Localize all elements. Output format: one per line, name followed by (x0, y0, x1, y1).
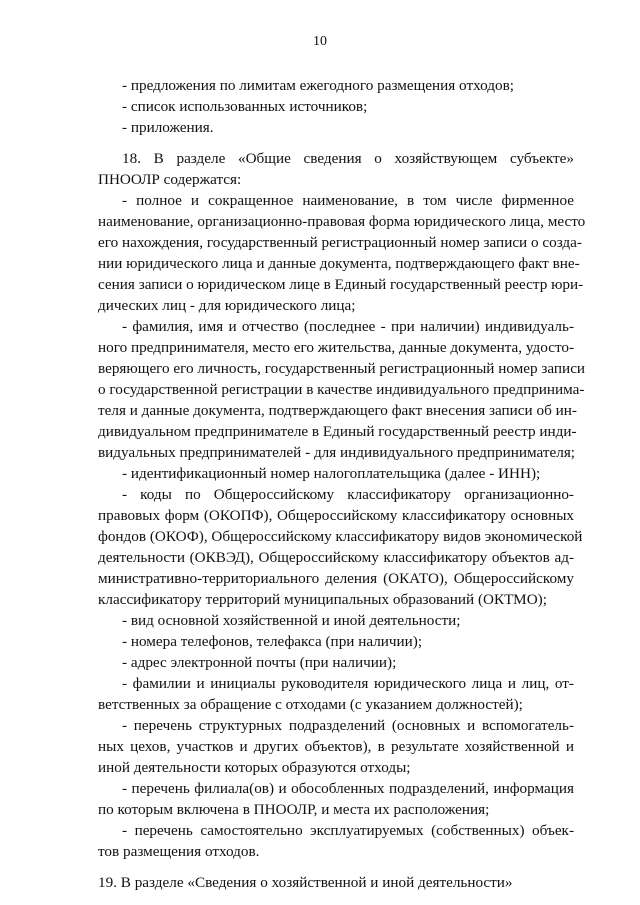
section-heading-18: 18. В разделе «Общие сведения о хозяйствующем субъекте» (122, 150, 574, 167)
text-line: фондов (ОКОФ), Общероссийскому классификатору видов экономической (98, 528, 583, 545)
text-line: - фамилии и инициалы руководителя юридического лица и лиц, от- (122, 675, 574, 692)
text-line: ного предпринимателя, место его жительства, данные документа, удосто- (98, 339, 575, 356)
text-line: ных цехов, участков и других объектов), в результате хозяйственной и (98, 738, 574, 755)
text-line: дических лиц - для юридического лица; (98, 297, 356, 314)
text-line: - вид основной хозяйственной и иной деятельности; (122, 612, 461, 629)
text-line: теля и данные документа, подтверждающего факт внесения записи об ин- (98, 402, 577, 419)
text-line: нии юридического лица и данные документа, подтверждающего факт вне- (98, 255, 580, 272)
text-line: сения записи о юридическом лице в Единый государственный реестр юри- (98, 276, 584, 293)
text-line: - перечень структурных подразделений (основных и вспомогатель- (122, 717, 574, 734)
text-line: правовых форм (ОКОПФ), Общероссийскому классификатору основных (98, 507, 574, 524)
text-line: - коды по Общероссийскому классификатору организационно- (122, 486, 574, 503)
text-line: веряющего его личность, государственный регистрационный номер записи (98, 360, 586, 377)
text-line: ПНООЛР содержатся: (98, 171, 242, 188)
text-line: министративно-территориального деления (ОКАТО), Общероссийскому (98, 570, 574, 587)
text-line: наименование, организационно-правовая форма юридического лица, место (98, 213, 586, 230)
text-line: - полное и сокращенное наименование, в том числе фирменное (122, 192, 574, 209)
text-line: о государственной регистрации в качестве индивидуального предпринима- (98, 381, 585, 398)
text-line: - номера телефонов, телефакса (при наличии); (122, 633, 423, 650)
text-line: дивидуальном предпринимателе в Единый государственный реестр инди- (98, 423, 577, 440)
text-line: иной деятельности которых образуются отходы; (98, 759, 411, 776)
text-line: его нахождения, государственный регистрационный номер записи о созда- (98, 234, 582, 251)
page-number: 10 (313, 34, 327, 49)
text-line: деятельности (ОКВЭД), Общероссийскому классификатору объектов ад- (98, 549, 574, 566)
text-line: - адрес электронной почты (при наличии); (122, 654, 397, 671)
text-line: видуальных предпринимателей - для индивидуального предпринимателя; (98, 444, 576, 461)
text-line: 19. В разделе «Сведения о хозяйственной и иной деятельности» (98, 874, 513, 891)
text-line: - список использованных источников; (122, 98, 368, 115)
text-line: - идентификационный номер налогоплательщика (далее - ИНН); (122, 465, 541, 482)
text-line: по которым включена в ПНООЛР, и места их расположения; (98, 801, 490, 818)
text-line: - перечень филиала(ов) и обособленных подразделений, информация (122, 780, 574, 797)
text-line: - перечень самостоятельно эксплуатируемых (собственных) объек- (122, 822, 574, 839)
text-line: ветственных за обращение с отходами (с указанием должностей); (98, 696, 523, 713)
text-line: тов размещения отходов. (98, 843, 260, 860)
text-line: - приложения. (122, 119, 214, 136)
text-line: классификатору территорий муниципальных образований (ОКТМО); (98, 591, 547, 608)
text-line: - предложения по лимитам ежегодного размещения отходов; (122, 77, 514, 94)
text-line: - фамилия, имя и отчество (последнее - при наличии) индивидуаль- (122, 318, 574, 335)
